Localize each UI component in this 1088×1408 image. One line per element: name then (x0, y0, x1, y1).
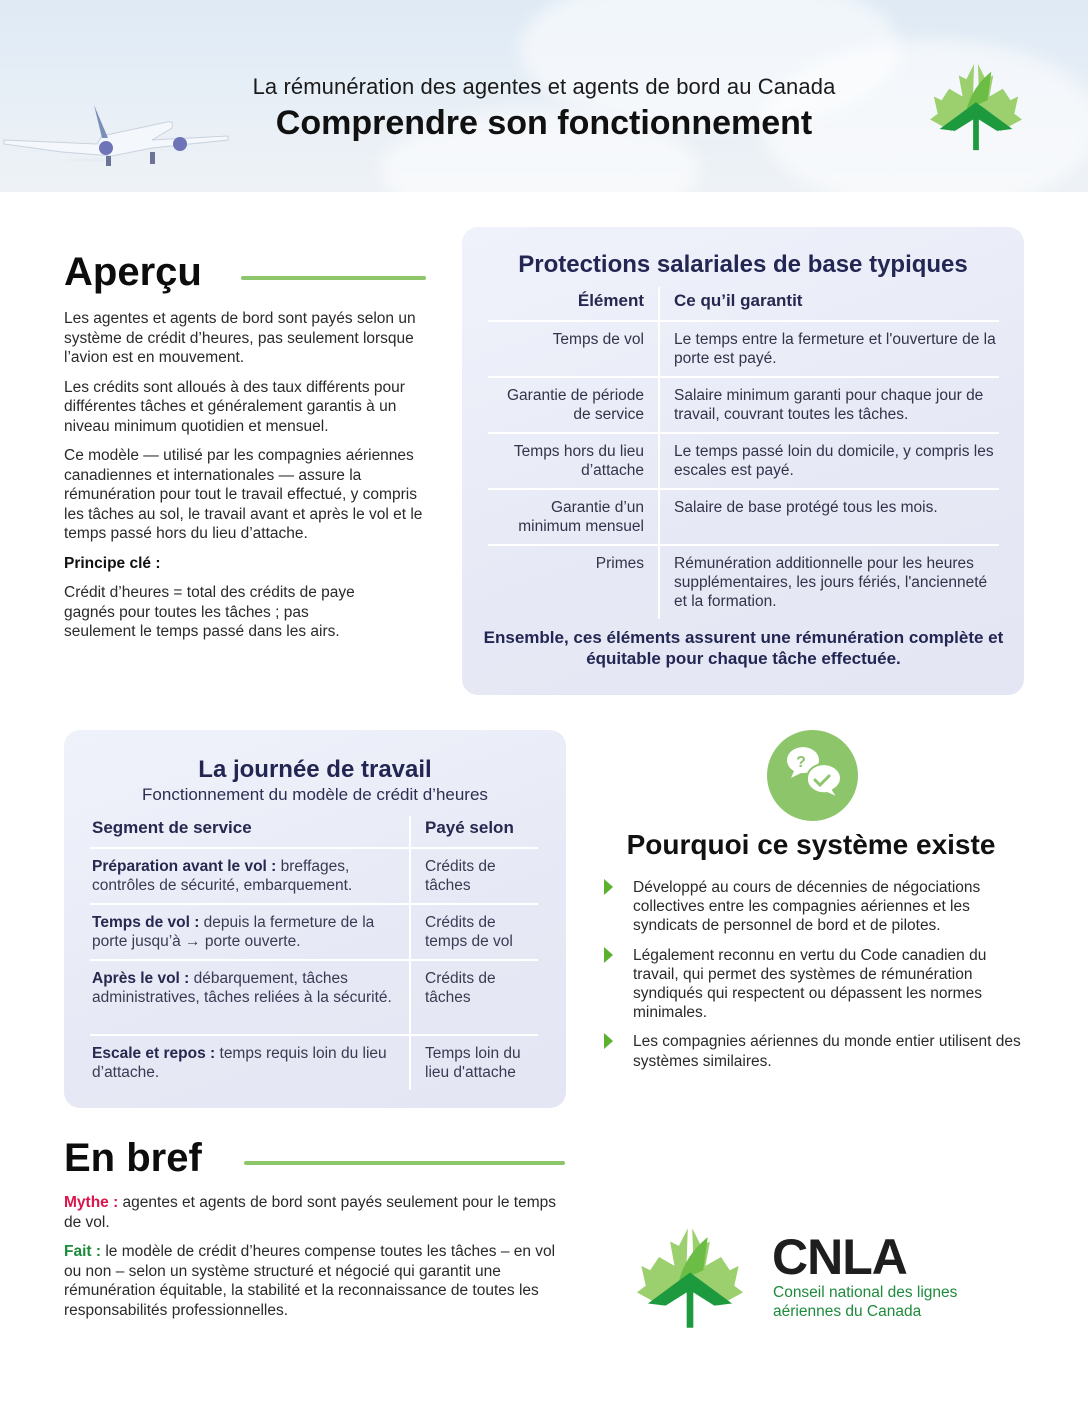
segment-detail: débarquement, tâches administratives, tâches reliées à la sécurité. (92, 970, 392, 1006)
segment-cell (90, 960, 410, 1035)
element-cell: Temps hors du lieu d’attache (488, 433, 659, 489)
organization-name-line: aériennes du Canada (773, 1303, 922, 1320)
paid-cell: Temps loin du lieu d'attache (410, 1035, 538, 1090)
list-item-text: Développé au cours de décennies de négociations collectives entre les compagnies aériennes et les syndicats de personnel de bord et de pilotes. (633, 879, 981, 935)
column-header-segment: Segment de service (90, 816, 410, 848)
key-principle-text: Crédit d’heures = total des crédits de paye gagnés pour toutes les tâches ; pas seulement le temps passé dans les airs. (64, 584, 355, 640)
maple-leaf-logo-icon (634, 1226, 746, 1330)
header-subtitle: La rémunération des agentes et agents de bord au Canada (252, 74, 836, 99)
key-principle-label: Principe clé : (64, 554, 161, 572)
element-cell: Temps de vol (488, 321, 659, 377)
apercu-paragraph: Les crédits sont alloués à des taux différents pour différentes tâches et généralement garantis à un niveau minimum quotidien et mensuel. (64, 378, 405, 435)
guarantee-cell: Le temps entre la fermeture et l'ouverture de la porte est payé. (659, 321, 999, 377)
column-header-guarantee: Ce qu’il garantit (674, 291, 803, 310)
table-row (90, 960, 538, 1035)
why-list (602, 878, 1022, 1081)
list-item (602, 946, 1022, 1023)
organization-name (773, 1283, 957, 1321)
chat-question-check-icon (767, 730, 858, 821)
enbref-heading: En bref (64, 1136, 202, 1180)
segment-label: Après le vol : (92, 970, 190, 987)
table-row (90, 904, 538, 960)
apercu-paragraph: Les agentes et agents de bord sont payés selon un système de crédit d’heures, pas seulement lorsque l’avion est en mouvement. (64, 310, 416, 366)
triangle-bullet-icon (604, 879, 613, 895)
element-cell: Garantie d’un minimum mensuel (488, 489, 659, 545)
maple-leaf-logo-icon (928, 62, 1024, 152)
triangle-bullet-icon (604, 947, 613, 963)
segment-label: Préparation avant le vol : (92, 858, 277, 875)
segment-detail: depuis la fermeture de la porte jusqu’à → porte ouverte. (92, 914, 375, 950)
guarantee-cell: Salaire minimum garanti pour chaque jour de travail, couvrant toutes les tâches. (659, 377, 999, 433)
table-row (488, 545, 999, 619)
fact-text: le modèle de crédit d’heures compense toutes les tâches – en vol ou non – selon un système structuré et négocié qui garantit une rémunération équitable, la stabilité et la reconnaissance de toutes les responsabilités professionnelles. (64, 1243, 556, 1319)
guarantee-cell: Salaire de base protégé tous les mois. (659, 489, 999, 545)
list-item-text: Les compagnies aériennes du monde entier utilisent des systèmes similaires. (633, 1033, 1021, 1070)
paid-cell: Crédits de tâches (410, 848, 538, 904)
workday-title: La journée de travail (198, 756, 432, 783)
list-item (602, 878, 1022, 936)
svg-text:?: ? (796, 754, 806, 771)
table-row (488, 321, 999, 377)
workday-card (64, 730, 566, 1108)
why-heading: Pourquoi ce système existe (626, 829, 996, 860)
segment-cell (90, 848, 410, 904)
apercu-body (64, 309, 434, 652)
segment-detail: temps requis loin du lieu d’attache. (92, 1045, 387, 1081)
protections-summary: Ensemble, ces éléments assurent une rémunération complète et équitable pour chaque tâche effectuée. (483, 628, 1004, 668)
table-row (488, 489, 999, 545)
cnla-wordmark: CNLA (772, 1229, 907, 1285)
myth-text: agentes et agents de bord sont payés seulement pour le temps de vol. (64, 1194, 556, 1231)
workday-table (90, 816, 538, 1090)
column-header-element: Élément (488, 287, 659, 321)
apercu-paragraph: Ce modèle — utilisé par les compagnies aériennes canadiennes et internationales — assure la rémunération pour tout le travail effectué, y compris les tâches au sol, le travail avant et après le vol et le temps passé hors du lieu d’attache. (64, 447, 423, 542)
segment-detail: breffages, contrôles de sécurité, embarquement. (92, 858, 353, 894)
organization-name-line: Conseil national des lignes (773, 1284, 958, 1301)
element-cell: Primes (488, 545, 659, 619)
divider-line (241, 276, 426, 280)
table-row (488, 433, 999, 489)
segment-label: Temps de vol : (92, 914, 200, 931)
triangle-bullet-icon (604, 1033, 613, 1049)
enbref-body (64, 1193, 564, 1330)
apercu-heading: Aperçu (64, 250, 202, 294)
myth-label: Mythe : (64, 1194, 119, 1211)
header-title: Comprendre son fonctionnement (275, 104, 813, 142)
paid-cell: Crédits de temps de vol (410, 904, 538, 960)
segment-cell (90, 1035, 410, 1090)
table-row (90, 848, 538, 904)
table-row (90, 1035, 538, 1090)
element-cell: Garantie de période de service (488, 377, 659, 433)
list-item (602, 1032, 1022, 1070)
paid-cell: Crédits de tâches (410, 960, 538, 1035)
workday-subtitle: Fonctionnement du modèle de crédit d’heures (142, 785, 488, 804)
protections-title: Protections salariales de base typiques (518, 251, 968, 278)
segment-label: Escale et repos : (92, 1045, 216, 1062)
column-header-paid: Payé selon (425, 818, 514, 837)
protections-table (488, 287, 999, 619)
header-banner (0, 0, 1088, 192)
list-item-text: Légalement reconnu en vertu du Code canadien du travail, qui permet des systèmes de rémunération syndiqués qui respectent ou dépassent les normes minimales. (633, 946, 987, 1022)
segment-cell (90, 904, 410, 960)
myth-paragraph (64, 1193, 564, 1232)
table-row (488, 377, 999, 433)
fact-label: Fait : (64, 1243, 102, 1260)
guarantee-cell: Le temps passé loin du domicile, y compris les escales est payé. (659, 433, 999, 489)
protections-card (462, 227, 1024, 695)
guarantee-cell: Rémunération additionnelle pour les heures supplémentaires, les jours fériés, l'ancienneté et la formation. (659, 545, 999, 619)
divider-line (244, 1161, 565, 1165)
fact-paragraph (64, 1242, 564, 1320)
